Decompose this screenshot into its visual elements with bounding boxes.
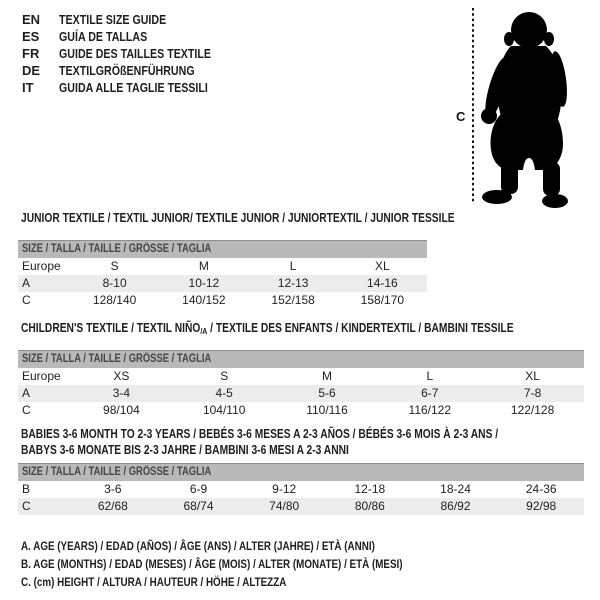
junior-table-rows [18,258,427,309]
table-cell: 12-13 [277,276,309,290]
table-row [18,481,584,498]
table-cell: 10-12 [188,276,220,290]
table-cell: XS [113,369,130,383]
language-row [22,28,244,45]
language-row [22,79,244,96]
row-label: C [22,499,31,513]
table-cell: 140/152 [182,293,226,307]
babies-size-header-bar [18,463,584,481]
footnotes [21,537,486,591]
babies-table-title-text2: BABYS 3-6 MONATE BIS 2-3 JAHRE / BAMBINI 3-6 MESI A 2-3 ANNI [21,443,349,457]
junior-table-section [18,210,455,309]
junior-table-title [21,210,455,226]
table-cell: S [110,259,119,273]
babies-table-section [18,426,584,515]
footnote [21,537,486,555]
table-cell: 104/110 [202,403,246,417]
table-cell: 5-6 [318,386,336,400]
table-cell: 152/158 [271,293,315,307]
table-row [18,402,584,419]
language-code: EN [22,12,41,27]
language-code: FR [22,46,40,61]
children-table-title [21,320,584,339]
table-cell: 62/68 [97,499,128,513]
table-cell: 68/74 [183,499,214,513]
table-cell: 86/92 [440,499,471,513]
table-cell: 8-10 [102,276,127,290]
table-row [18,368,584,385]
table-cell: XL [525,369,540,383]
table-cell: 74/80 [269,499,300,513]
row-label: A [22,276,31,290]
language-row [22,45,244,62]
table-cell: 9-12 [272,482,297,496]
language-label: GUIDE DES TAILLES TEXTILE [59,46,212,61]
title-part: / TEXTILE DES ENFANTS / KINDERTEXTIL / BAMBINI TESSILE [207,321,514,335]
language-row [22,62,244,79]
footnote-text: A. AGE (YEARS) / EDAD (AÑOS) / ÂGE (ANS) / ALTER (JAHRE) / ETÀ (ANNI) [21,539,375,553]
table-cell: 128/140 [92,293,137,307]
footnote [21,573,486,591]
table-cell: L [289,259,297,273]
table-row [18,385,584,402]
table-cell: M [198,259,209,273]
language-code: IT [22,80,34,95]
table-cell: 12-18 [354,482,386,496]
language-label: TEXTILE SIZE GUIDE [59,12,167,27]
table-cell: 98/104 [103,403,140,417]
table-cell: M [321,369,332,383]
table-row [18,275,427,292]
row-label: C [22,293,31,307]
table-row [18,292,427,309]
table-cell: 18-24 [440,482,471,496]
table-cell: 6-7 [421,386,439,400]
row-label: Europe [22,259,61,273]
table-cell: 158/170 [360,293,405,307]
height-measure-label: C [456,109,466,124]
language-label: GUIDA ALLE TAGLIE TESSILI [59,80,208,95]
table-cell: S [220,369,229,383]
language-row [22,11,244,28]
footnote [21,555,486,573]
table-cell: 24-36 [525,482,557,496]
row-label: Europe [22,369,61,383]
table-cell: L [426,369,434,383]
table-cell: 3-4 [112,386,131,400]
size-header-text: SIZE / TALLA / TAILLE / GRÖSSE / TAGLIA [22,353,212,365]
table-cell: XL [375,259,390,273]
table-cell: 80/86 [354,499,385,513]
babies-table-title-text1: BABIES 3-6 MONTH TO 2-3 YEARS / BEBÉS 3-6 MESES A 2-3 AÑOS / BÉBÉS 3-6 MOIS À 2-3 ANS / [21,427,499,441]
table-cell: 110/116 [306,403,348,417]
table-cell: 4-5 [215,386,233,400]
language-label: TEXTILGRÖßENFÜHRUNG [59,63,195,78]
children-table-title-text [21,320,514,339]
language-list [22,11,244,96]
children-table-section [18,320,584,419]
babies-table-rows [18,481,584,515]
baby-silhouette [480,12,569,208]
table-cell: 7-8 [523,386,542,400]
babies-table-title-line1 [21,426,584,442]
table-cell: 14-16 [367,276,398,290]
size-header-text: SIZE / TALLA / TAILLE / GRÖSSE / TAGLIA [22,466,212,478]
language-label: GUÍA DE TALLAS [59,29,148,44]
junior-size-header-bar [18,240,427,258]
table-cell: 116/122 [408,403,452,417]
children-size-header-bar [18,350,584,368]
size-header-text: SIZE / TALLA / TAILLE / GRÖSSE / TAGLIA [22,243,212,255]
title-subscript: /A [200,326,208,336]
row-label: B [22,482,31,496]
row-label: A [22,386,31,400]
junior-table-title-text: JUNIOR TEXTILE / TEXTIL JUNIOR/ TEXTILE JUNIOR / JUNIORTEXTIL / JUNIOR TESSILE [21,211,455,225]
table-row [18,258,427,275]
footnote-text: B. AGE (MONTHS) / EDAD (MESES) / ÂGE (MOIS) / ALTER (MONATE) / ETÀ (MESI) [21,557,403,571]
table-cell: 6-9 [189,482,208,496]
language-code: ES [22,29,40,44]
language-code: DE [22,63,41,78]
table-cell: 122/128 [510,403,555,417]
row-label: C [22,403,31,417]
table-cell: 92/98 [526,499,557,513]
baby-figure [445,4,595,209]
table-row [18,498,584,515]
table-cell: 3-6 [104,482,122,496]
babies-table-title-line2 [21,442,584,458]
title-part: CHILDREN'S TEXTILE / TEXTIL NIÑO [21,321,201,335]
footnote-text: C. (cm) HEIGHT / ALTURA / HAUTEUR / HÖHE / ALTEZZA [21,575,287,589]
children-table-rows [18,368,584,419]
